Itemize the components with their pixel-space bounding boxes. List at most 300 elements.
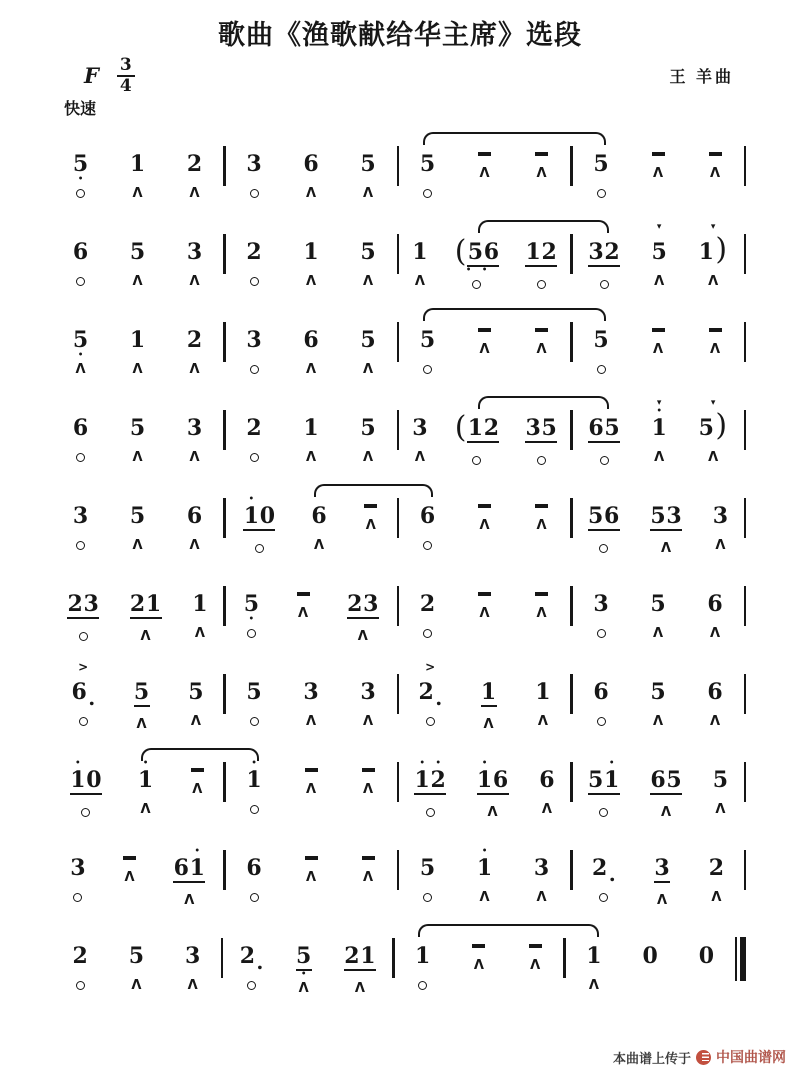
note-row <box>70 848 86 880</box>
slur-tie <box>423 132 607 145</box>
note-row <box>134 672 150 707</box>
digit-glyph: 1 <box>129 327 146 353</box>
digits <box>698 936 714 968</box>
breath-symbol-row <box>542 802 552 817</box>
draw-icon: Λ <box>357 629 368 644</box>
digit-part <box>651 320 665 332</box>
low-octave-dot <box>526 267 540 276</box>
digit-glyph: 1 <box>525 239 541 265</box>
composer: 王 羊曲 <box>669 69 734 86</box>
low-octave-dot <box>651 704 665 713</box>
digits <box>477 760 509 795</box>
digit-glyph: 2 <box>430 767 446 793</box>
note-cell <box>71 659 95 729</box>
low-octave-dot <box>655 883 669 892</box>
low-octave-row <box>594 352 608 361</box>
breath-symbol-row <box>661 541 671 556</box>
digit-part <box>361 144 375 176</box>
blow-icon <box>599 893 608 902</box>
low-octave-dot <box>535 508 549 517</box>
low-octave-dot <box>247 176 261 185</box>
digit-part <box>667 496 681 528</box>
breath-symbol-row <box>363 186 373 201</box>
note-row <box>650 672 666 704</box>
low-octave-dot <box>296 596 310 605</box>
breath-symbol-row <box>472 277 481 292</box>
digit-part <box>655 848 669 880</box>
note-row <box>360 408 376 440</box>
breath-symbol-row <box>537 277 546 292</box>
digit-glyph: 6 <box>707 591 723 617</box>
digits <box>363 496 379 508</box>
low-octave-dot <box>147 619 161 628</box>
augmentation-dot: . <box>88 686 96 710</box>
note-cell <box>592 835 616 905</box>
digit-glyph: 1 <box>360 943 376 969</box>
slur-tie <box>423 308 607 321</box>
digit-part <box>131 320 145 352</box>
draw-icon: Λ <box>661 541 672 556</box>
note-group-cell <box>67 571 99 644</box>
digits <box>243 584 259 616</box>
digit-glyph: 6 <box>492 767 509 793</box>
note-cell <box>130 219 146 289</box>
breath-symbol-row <box>426 714 435 729</box>
digits <box>650 584 666 616</box>
low-octave-dot <box>190 883 204 892</box>
digits <box>467 408 499 443</box>
note-row <box>243 496 275 531</box>
measure <box>52 131 223 201</box>
digit-part <box>131 408 145 440</box>
low-octave-dot <box>361 971 375 980</box>
digit-glyph: 2 <box>418 679 434 705</box>
low-octave-dot <box>131 440 145 449</box>
digit-part <box>188 144 202 176</box>
low-octave-row <box>643 968 657 977</box>
low-octave-dot <box>260 531 274 540</box>
low-octave-dot <box>643 968 657 977</box>
digit-glyph: 1 <box>480 679 497 705</box>
note-row <box>712 760 728 792</box>
note-row <box>420 848 436 880</box>
note-row <box>188 672 204 704</box>
digits <box>707 672 723 704</box>
draw-icon: Λ <box>536 342 547 357</box>
digits <box>187 320 203 352</box>
low-octave-row <box>478 332 492 341</box>
key-time-signature <box>84 56 135 95</box>
draw-icon: Λ <box>473 958 484 973</box>
breath-symbol-row <box>133 274 143 289</box>
draw-icon: Λ <box>708 274 719 289</box>
dash-cell <box>477 571 493 621</box>
digits <box>593 672 609 704</box>
low-octave-dot: • <box>300 969 307 980</box>
low-octave-row <box>68 619 98 628</box>
breath-symbol-row <box>657 893 667 908</box>
draw-icon: Λ <box>184 893 195 908</box>
note-row <box>481 672 497 707</box>
blow-icon <box>250 277 259 286</box>
digit-glyph: 6 <box>246 855 262 881</box>
digit-glyph: 1 <box>137 767 154 793</box>
digits <box>246 232 262 264</box>
digits <box>303 408 319 440</box>
digit-glyph: 5 <box>360 151 376 177</box>
note-row <box>651 408 667 440</box>
draw-icon: Λ <box>194 626 205 641</box>
low-octave-row <box>416 968 430 977</box>
blow-icon <box>472 280 481 289</box>
digit-part <box>361 760 375 772</box>
low-octave-row <box>131 264 145 273</box>
note-row <box>412 408 428 440</box>
digit-glyph: 6 <box>173 855 189 881</box>
low-octave-dot <box>589 443 603 452</box>
breath-symbol-row <box>76 274 85 289</box>
low-octave-dot <box>123 860 137 869</box>
digit-part <box>419 672 433 704</box>
digit-part <box>421 144 435 176</box>
digit-glyph: 3 <box>588 239 604 265</box>
site-logo-icon <box>696 1050 711 1065</box>
digit-glyph: 2 <box>239 943 256 969</box>
breath-symbol-row <box>654 450 664 465</box>
low-octave-row <box>361 440 375 449</box>
digits <box>71 672 87 704</box>
digit-part <box>708 672 722 704</box>
digit-part <box>589 232 603 264</box>
breath-symbol-row <box>474 958 484 973</box>
digit-part <box>188 320 202 352</box>
digit-glyph: 3 <box>666 503 682 529</box>
digits <box>650 320 666 332</box>
high-octave-dot: • <box>656 406 663 417</box>
digit-glyph: 3 <box>360 679 376 705</box>
low-octave-row <box>421 528 435 537</box>
digits <box>593 584 609 616</box>
digit-glyph: 3 <box>70 855 86 881</box>
note-cell <box>651 219 667 289</box>
breath-symbol-row <box>480 518 490 533</box>
low-octave-dot <box>713 528 727 537</box>
accent-icon: > <box>78 660 89 674</box>
low-octave-dot <box>244 531 258 540</box>
breath-symbol-row <box>358 629 368 644</box>
note-cell <box>481 659 497 732</box>
digit-glyph: 3 <box>593 591 609 617</box>
note-cell <box>243 571 259 641</box>
digits <box>189 760 205 772</box>
digit-part <box>651 672 665 704</box>
breath-symbol-row <box>76 450 85 465</box>
barline <box>744 410 746 450</box>
low-octave-dot <box>364 619 378 628</box>
low-octave-dot <box>482 707 496 716</box>
breath-symbol-row <box>363 274 373 289</box>
slur-tie <box>141 748 259 761</box>
breath-symbol-row <box>480 890 490 905</box>
note-row <box>708 848 724 880</box>
digit-glyph: 1 <box>476 855 493 881</box>
low-octave-row <box>190 772 204 781</box>
note-row <box>187 232 203 264</box>
draw-icon: Λ <box>140 802 151 817</box>
digit-part <box>312 496 326 528</box>
note-group-cell <box>347 571 379 644</box>
note-row <box>586 936 602 968</box>
draw-icon: Λ <box>124 870 135 885</box>
note-cell <box>303 395 319 465</box>
note-cell <box>534 835 550 905</box>
low-octave-row <box>361 176 375 185</box>
digits <box>481 672 497 707</box>
digits <box>73 232 89 264</box>
digit-part <box>240 936 254 968</box>
breath-symbol-row <box>299 981 309 996</box>
digits <box>344 936 376 971</box>
low-octave-row <box>413 440 427 449</box>
digit-glyph: 5 <box>360 327 376 353</box>
note-row <box>412 232 428 264</box>
music-line <box>52 307 746 390</box>
digit-part <box>594 144 608 176</box>
low-octave-row <box>651 616 665 625</box>
low-octave-row <box>589 795 619 804</box>
note-cell <box>412 395 428 465</box>
low-octave-dot <box>472 948 486 957</box>
breath-symbol-row <box>480 606 490 621</box>
breath-symbol-row <box>710 626 720 641</box>
low-octave-dot <box>708 332 722 341</box>
blow-icon <box>426 717 435 726</box>
measure <box>226 835 397 905</box>
low-octave-dot <box>587 968 601 977</box>
digit-glyph: 2 <box>483 415 500 441</box>
digit-part <box>304 760 318 772</box>
draw-icon: Λ <box>483 717 494 732</box>
low-octave-dot <box>413 264 427 273</box>
low-octave-dot <box>478 443 492 452</box>
slur-tie <box>478 396 609 409</box>
breath-symbol-row <box>137 717 147 732</box>
high-octave-dot: • <box>74 758 81 769</box>
digit-part <box>188 232 202 264</box>
blow-icon <box>247 629 256 638</box>
digits <box>73 144 89 176</box>
digit-part <box>189 672 203 704</box>
draw-icon: Λ <box>715 538 726 553</box>
digit-part <box>247 672 261 704</box>
low-octave-dot <box>304 440 318 449</box>
low-octave-row <box>131 440 145 449</box>
breath-symbol-row <box>133 186 143 201</box>
digit-part <box>708 144 722 156</box>
note-cell <box>535 659 551 729</box>
low-octave-row <box>713 528 727 537</box>
digits <box>588 232 620 267</box>
digit-part <box>345 936 359 968</box>
draw-icon: Λ <box>530 958 541 973</box>
note-group-cell <box>588 483 620 556</box>
draw-icon: Λ <box>710 714 721 729</box>
low-octave-dot <box>536 704 550 713</box>
note-cell <box>192 571 208 641</box>
breath-symbol-row <box>538 714 548 729</box>
breath-symbol-row <box>599 890 608 905</box>
high-octave-dot: • <box>251 758 257 769</box>
digit-part <box>713 496 727 528</box>
digits <box>187 408 203 440</box>
note-row <box>130 232 146 264</box>
digit-glyph: 5 <box>246 679 262 705</box>
breath-symbol-row <box>654 274 664 289</box>
digit-glyph: 0 <box>698 943 715 969</box>
breath-symbol-row <box>133 538 143 553</box>
digit-part <box>478 496 492 508</box>
digits <box>130 408 146 440</box>
low-octave-row <box>131 176 145 185</box>
digit-glyph: 3 <box>533 855 550 881</box>
note-row <box>707 320 723 332</box>
note-row <box>534 320 550 332</box>
draw-icon: Λ <box>414 450 425 465</box>
breath-symbol-row <box>599 805 608 820</box>
breath-symbol-row <box>191 714 201 729</box>
digit-glyph: 3 <box>246 327 262 353</box>
breath-symbol-row <box>653 626 663 641</box>
digit-glyph: 1 <box>70 767 86 793</box>
dash-cell <box>707 307 723 357</box>
blow-icon <box>255 544 264 553</box>
digit-glyph: 2 <box>604 239 620 265</box>
draw-icon: Λ <box>132 450 143 465</box>
time-signature <box>117 56 135 95</box>
draw-icon: Λ <box>189 274 200 289</box>
breath-symbol-row <box>184 893 194 908</box>
digit-glyph: 3 <box>654 855 670 881</box>
note-cell <box>650 571 666 641</box>
low-octave-dot <box>361 772 375 781</box>
digits <box>303 848 319 860</box>
low-octave-dot <box>478 880 492 889</box>
low-octave-dot: • <box>77 350 84 361</box>
digit-glyph: 6 <box>539 767 555 793</box>
note-cell <box>246 395 262 465</box>
high-octave-dot: • <box>435 758 442 769</box>
low-octave-row <box>526 443 556 452</box>
low-octave-dot <box>605 443 619 452</box>
high-octave-dot: • <box>419 758 426 769</box>
low-octave-dot <box>131 176 145 185</box>
digits <box>707 584 723 616</box>
note-cell <box>698 395 728 465</box>
note-group-cell <box>130 571 162 644</box>
blow-icon <box>76 189 85 198</box>
digits <box>70 848 86 880</box>
digit-part <box>589 408 603 440</box>
low-octave-row <box>535 332 549 341</box>
digit-glyph: 5 <box>243 591 259 617</box>
draw-icon: Λ <box>363 186 374 201</box>
breath-symbol-row <box>597 714 606 729</box>
barline <box>744 322 746 362</box>
low-octave-dot <box>361 860 375 869</box>
note-cell <box>187 395 203 465</box>
breath-symbol-row <box>133 362 143 377</box>
final-bar-thick <box>740 937 746 981</box>
low-octave-row <box>135 707 149 716</box>
digits <box>239 936 255 968</box>
breath-symbol-row <box>73 890 82 905</box>
low-octave-dot <box>193 616 207 625</box>
low-octave-dot <box>421 528 435 537</box>
low-octave-row <box>478 508 492 517</box>
low-octave-row <box>304 176 318 185</box>
digits <box>303 232 319 264</box>
blow-icon <box>76 453 85 462</box>
digits <box>593 320 609 352</box>
low-octave-row <box>597 880 611 889</box>
digit-part <box>535 848 549 880</box>
breath-symbol-row <box>423 186 432 201</box>
low-octave-dot: • <box>465 265 472 276</box>
low-octave-dot <box>605 795 619 804</box>
breath-symbol-row <box>81 805 90 820</box>
digit-part <box>593 848 607 880</box>
low-octave-row <box>526 267 556 276</box>
breath-symbol-row <box>192 782 202 797</box>
digits <box>187 232 203 264</box>
draw-icon: Λ <box>363 274 374 289</box>
note-cell <box>188 659 204 729</box>
low-octave-dot <box>312 528 326 537</box>
breath-symbol-row <box>79 629 88 644</box>
note-row <box>71 672 96 710</box>
draw-icon: Λ <box>711 890 722 905</box>
low-octave-dot <box>667 795 681 804</box>
music-line <box>52 483 746 566</box>
digit-part <box>131 496 145 528</box>
digits <box>360 760 376 772</box>
digit-glyph: 3 <box>363 591 379 617</box>
digit-glyph: 2 <box>344 943 360 969</box>
low-octave-dot <box>413 440 427 449</box>
note-row <box>650 760 682 795</box>
low-octave-row <box>540 792 554 801</box>
digit-part <box>589 760 603 792</box>
note-row <box>698 408 728 443</box>
breath-symbol-row <box>537 342 547 357</box>
low-octave-dot <box>188 264 202 273</box>
low-octave-dot <box>540 792 554 801</box>
measure <box>573 747 744 820</box>
low-octave-dot <box>304 772 318 781</box>
breath-symbol-row <box>653 342 663 357</box>
low-octave-row <box>535 508 549 517</box>
digits <box>477 320 493 332</box>
note-row <box>414 760 446 795</box>
draw-icon: Λ <box>298 606 309 621</box>
digit-part <box>416 936 430 968</box>
breath-symbol-row <box>537 890 547 905</box>
digit-glyph: 1 <box>414 767 430 793</box>
low-octave-row <box>188 528 202 537</box>
draw-icon: Λ <box>541 802 552 817</box>
note-row <box>534 496 550 508</box>
barline <box>744 146 746 186</box>
